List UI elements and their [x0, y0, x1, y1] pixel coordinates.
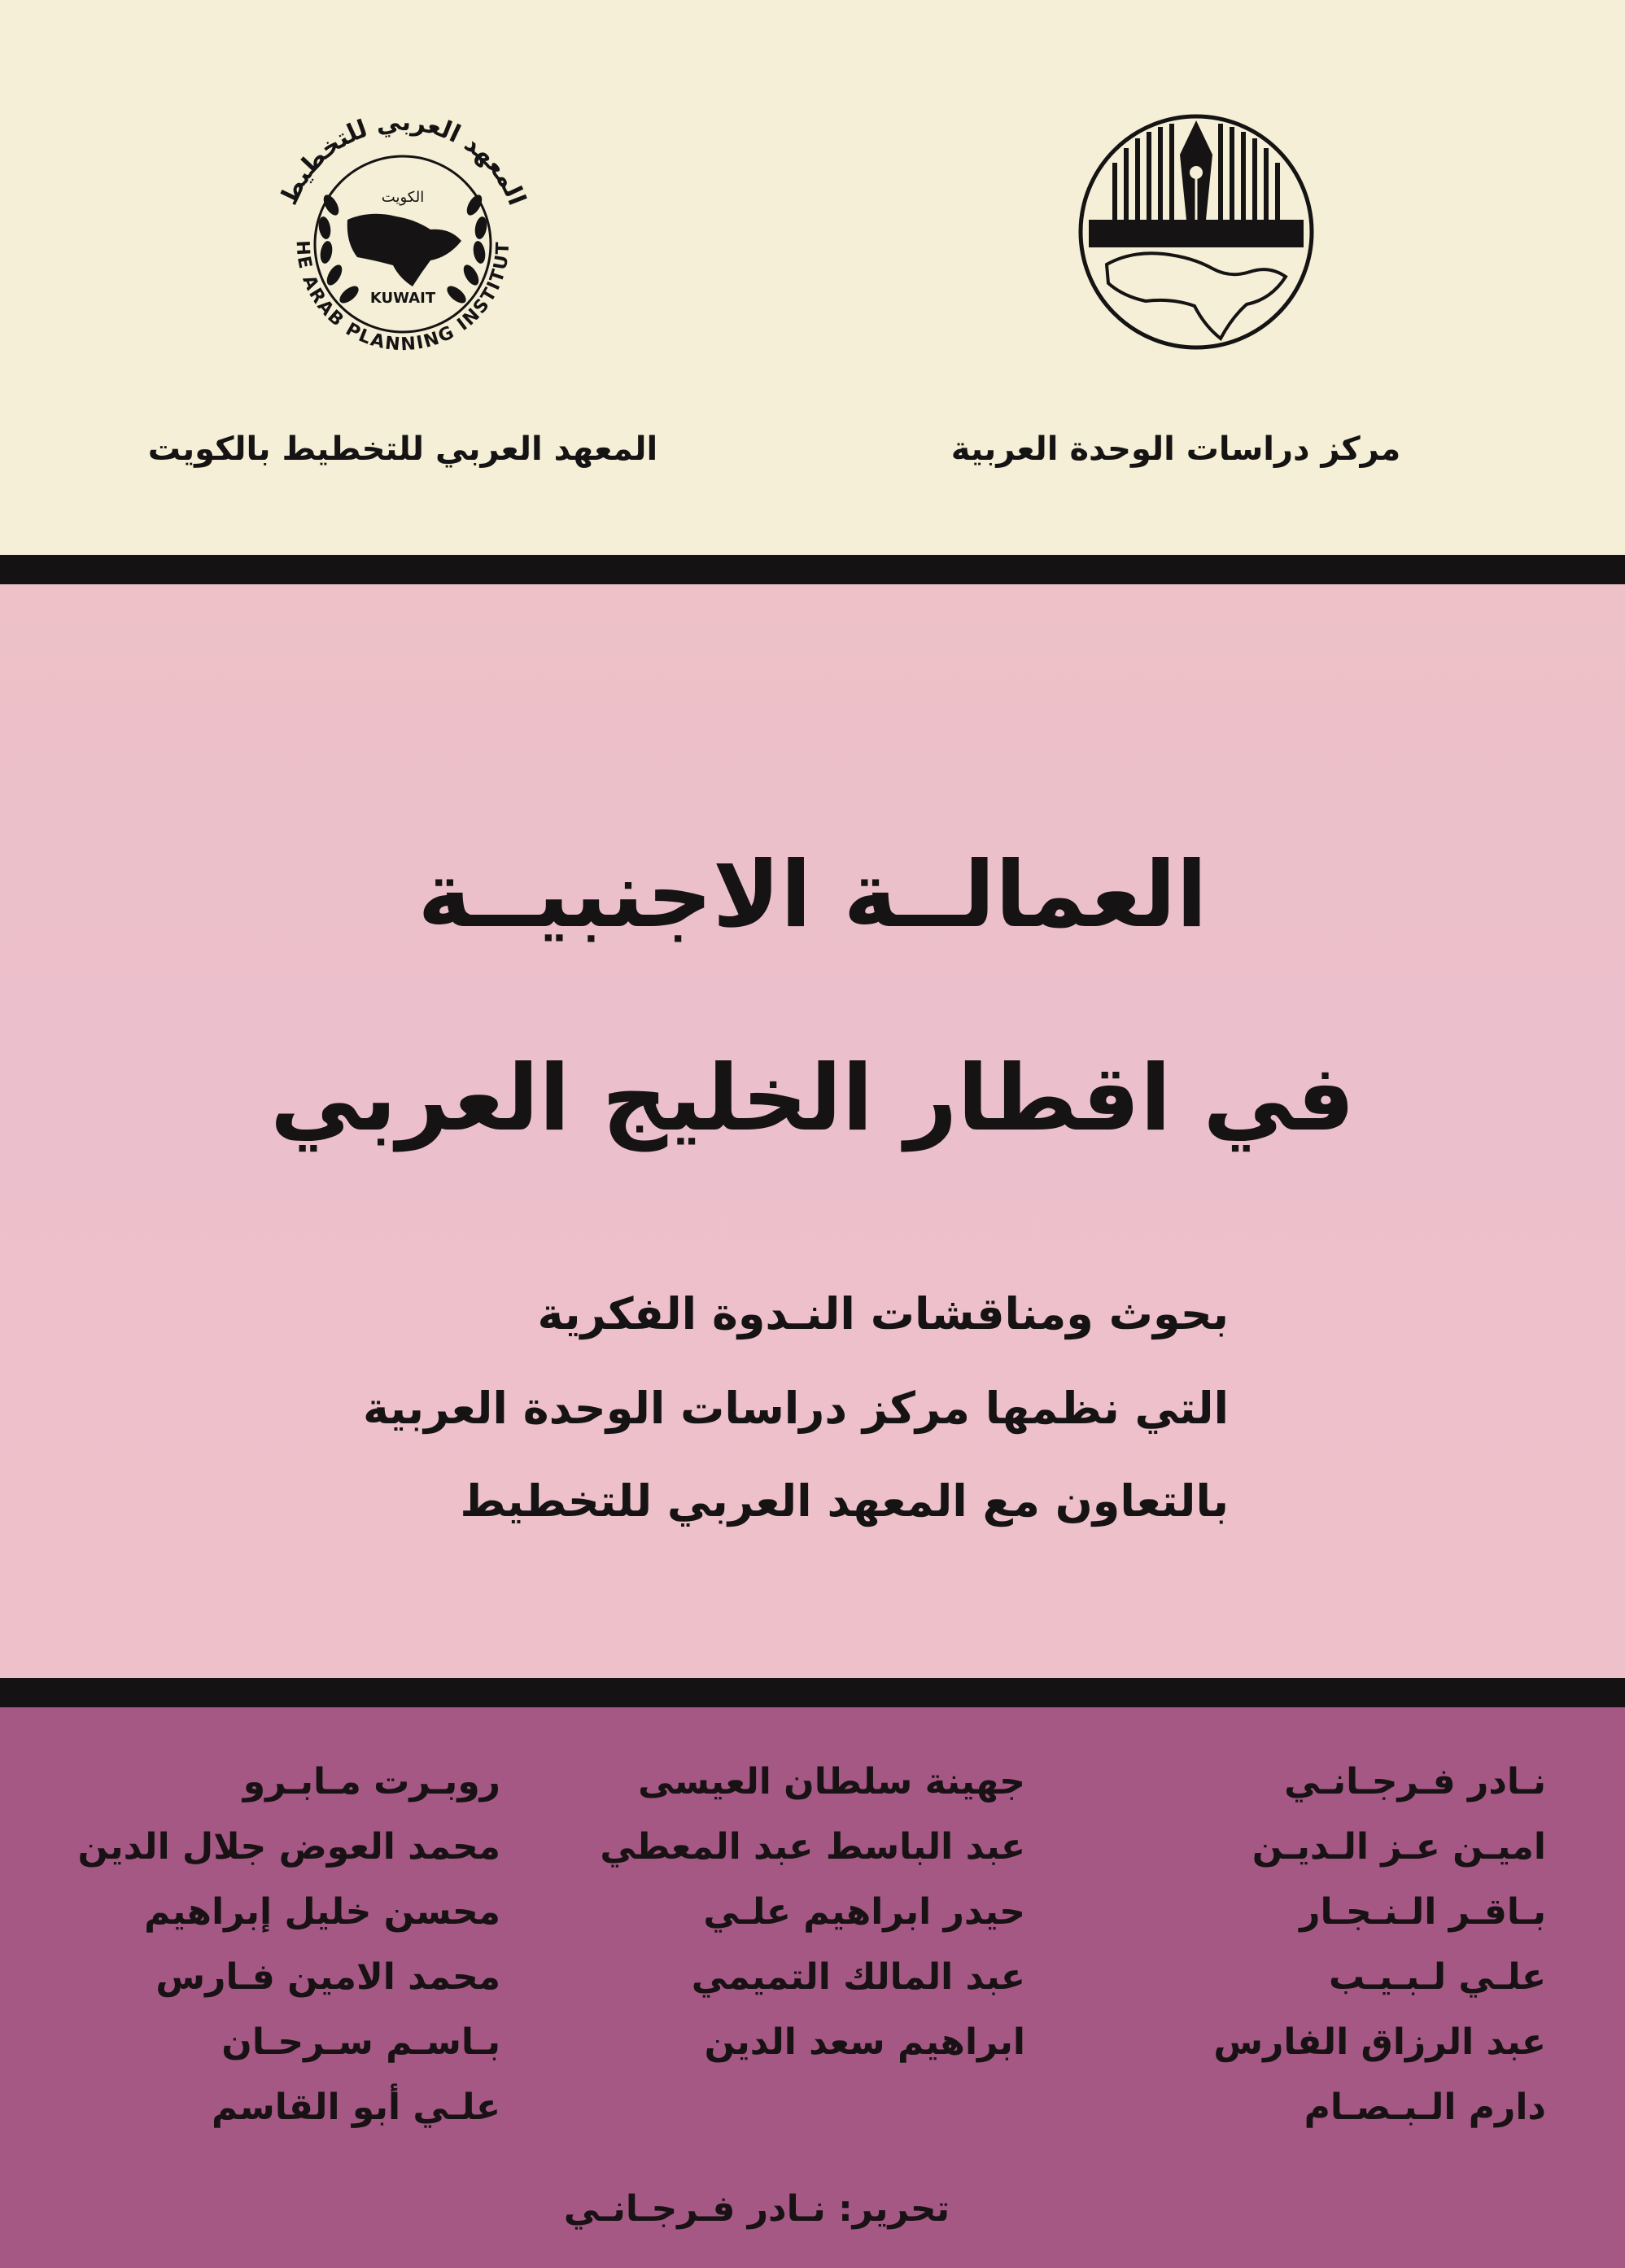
svg-text:THE ARAB PLANNING INSTITUTE: HE ARAB PLANNING INSTITUT: [291, 239, 514, 356]
svg-text:الكويت: الكويت: [381, 189, 425, 206]
subtitle-line-3: بالتعاون مع المعهد العربي للتخطيط: [460, 1475, 1229, 1527]
author-name: نـادر فـرجـانـي: [1284, 1761, 1546, 1803]
author-name: روبـرت مـابـرو: [242, 1761, 500, 1803]
author-name: جهينة سلطان العيسى: [638, 1761, 1025, 1803]
author-name: محسن خليل إبراهيم: [144, 1891, 500, 1933]
publisher-name-arab-planning-institute: المعهد العربي للتخطيط بالكويت: [147, 430, 658, 468]
authors-column-middle: [537, 1750, 1025, 2075]
author-name: حيدر ابراهيم علـي: [703, 1891, 1025, 1933]
authors-column-left: [45, 1750, 500, 2140]
book-title-line-2: في اقطار الخليج العربي: [269, 1046, 1355, 1151]
publisher-name-arab-unity-studies: مركز دراسات الوحدة العربية: [950, 430, 1401, 468]
author-name: عبد المالك التميمي: [691, 1956, 1025, 1998]
author-name: عبد الباسط عبد المعطي: [600, 1826, 1025, 1868]
top-divider: [0, 555, 1625, 584]
arab-unity-studies-emblem-icon: [1058, 98, 1335, 358]
authors-column-right: [1066, 1750, 1546, 2140]
arab-unity-studies-logo: [1058, 98, 1335, 358]
author-name: محمد الامين فـارس: [155, 1956, 500, 1998]
arab-planning-institute-logo: [256, 98, 549, 391]
author-name: محمد العوض جلال الدين: [77, 1826, 500, 1868]
author-name: ابراهيم سعد الدين: [704, 2021, 1025, 2063]
book-title-line-1: العمالــة الاجنبيــة: [417, 842, 1208, 948]
publishers-band: [0, 0, 1625, 553]
bottom-divider: [0, 1678, 1625, 1707]
editor-label: تحرير:: [838, 2188, 950, 2230]
editor-credit: [456, 2177, 1058, 2242]
author-name: بـاسـم سـرحـان: [221, 2021, 500, 2063]
arab-planning-institute-seal-icon: [256, 98, 549, 391]
author-name: علـي أبو القاسم: [212, 2087, 500, 2128]
author-name: دارم الـبـصـام: [1304, 2087, 1546, 2128]
author-name: بـاقـر الـنـجـار: [1300, 1891, 1546, 1933]
author-name: علـي لـبـيـب: [1328, 1956, 1546, 1998]
subtitle-line-2: التي نظمها مركز دراسات الوحدة العربية: [363, 1383, 1229, 1434]
svg-text:KUWAIT: KUWAIT: [369, 290, 436, 307]
author-name: اميـن عـز الـديـن: [1252, 1826, 1546, 1868]
author-name: عبد الرزاق الفارس: [1213, 2021, 1546, 2063]
subtitle-line-1: بحوث ومناقشات النـدوة الفكرية: [537, 1288, 1229, 1339]
editor-name: نـادر فـرجـانـي: [563, 2188, 826, 2230]
svg-text:المعهد العربي للتخطيط: المعهد العربي للتخطيط: [274, 107, 531, 210]
